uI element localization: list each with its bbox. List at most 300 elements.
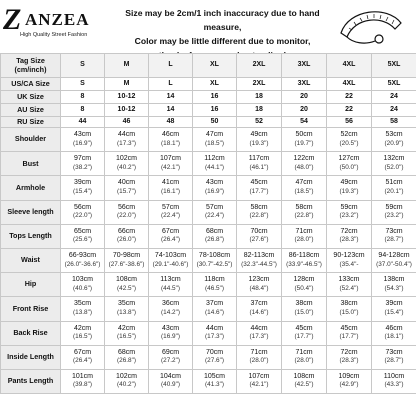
size-cell: 14 [149,91,193,104]
measurement-cell [237,321,282,345]
row-label: Inside Length [1,345,61,369]
size-cell: 24 [372,104,416,117]
measurement-cell [105,128,149,152]
measurement-cell [327,369,372,393]
inch-value: (25.6") [73,236,92,244]
inch-value: (16.5") [117,333,136,341]
cm-value: 112cm [204,155,225,163]
measurement-cell [105,176,149,200]
cm-value: 123cm [248,276,270,284]
measurement-cell [105,297,149,321]
inch-value: (40.6") [73,284,92,292]
measurement-cell [372,297,416,321]
measurement-cell [193,297,237,321]
size-cell: L [149,54,193,78]
size-cell: 52 [237,117,282,128]
inch-value: (42.9") [339,381,359,389]
measurement-cell [61,152,105,176]
inch-value: (44.1") [205,163,224,171]
size-cell: 4XL [327,54,372,78]
measurement-cell [327,248,372,272]
size-cell: 2XL [237,78,282,91]
measurement-cell [193,176,237,200]
cm-value: 67cm [73,348,92,356]
inch-value: (28.0") [294,357,314,365]
measurement-cell [105,248,149,272]
measurement-cell [327,321,372,345]
size-cell: 46 [105,117,149,128]
cm-value: 128cm [293,276,315,284]
measurement-cell [237,224,282,248]
cm-value: 113cm [160,276,181,284]
inch-value: (17.3") [249,333,269,341]
measurement-cell [105,200,149,224]
inch-value: (19.7") [294,139,314,147]
measurement-cell [193,369,237,393]
cm-value: 132cm [383,155,405,163]
inch-value: (15.0") [339,308,359,316]
cm-value: 58cm [250,203,268,211]
cm-value: 70cm [205,348,224,356]
size-cell: S [61,54,105,78]
inch-value: (15.0") [294,308,314,316]
measurement-cell [282,273,327,297]
cm-value: 59cm [340,203,358,211]
inch-value: (43.3") [384,381,404,389]
measurement-cell [61,369,105,393]
measurement-cell [193,128,237,152]
cm-value: 71cm [250,348,268,356]
measurement-cell [237,176,282,200]
measurement-cell [149,224,193,248]
size-cell: S [61,78,105,91]
size-cell: 18 [237,91,282,104]
inch-value: (16.5") [73,333,92,341]
inch-value: (26.8") [117,357,136,365]
inch-value: (18.5") [294,187,314,195]
inch-value: (22.4") [161,212,180,220]
measurement-row [1,345,416,369]
inch-value: (13.8") [73,308,92,316]
row-label: Back Rise [1,321,61,345]
cm-value: 46cm [161,131,180,139]
size-cell: 10-12 [105,104,149,117]
cm-value: 72cm [340,227,358,235]
cm-value: 68cm [205,227,224,235]
cm-value: 41cm [161,179,180,187]
measurement-cell [149,176,193,200]
size-cell: M [105,78,149,91]
inch-value: (32.3"-44.5") [241,260,277,268]
measurement-cell [105,369,149,393]
inch-value: (16.1") [161,187,180,195]
cm-value: 86-118cm [288,252,320,260]
cm-value: 107cm [248,372,270,380]
inch-value: (15.4") [73,187,92,195]
cm-value: 42cm [117,324,136,332]
inch-value: (23.2") [339,212,359,220]
cm-value: 40cm [117,179,136,187]
measurement-cell [282,152,327,176]
measurement-cell [237,345,282,369]
measurement-cell [372,176,416,200]
inch-value: (44.5") [161,284,180,292]
measurement-cell [372,128,416,152]
cm-value: 44cm [250,324,268,332]
measurement-cell [372,321,416,345]
inch-value: (28.0") [249,357,269,365]
size-row [1,104,416,117]
measurement-cell [237,248,282,272]
measurement-cell [327,128,372,152]
measurement-cell [282,200,327,224]
measurement-cell [149,248,193,272]
cm-value: 105cm [203,372,225,380]
size-cell: 5XL [372,78,416,91]
cm-value: 82-113cm [243,252,275,260]
size-chart-table [0,53,416,394]
measurement-cell [372,152,416,176]
size-row [1,78,416,91]
cm-value: 127cm [338,155,360,163]
size-cell: L [149,78,193,91]
cm-value: 47cm [295,179,313,187]
cm-value: 52cm [340,131,358,139]
size-cell: 24 [372,91,416,104]
logo-name: ANZEA [25,10,90,29]
size-cell: 20 [282,91,327,104]
measurement-cell [149,321,193,345]
row-label: Pants Length [1,369,61,393]
size-chart-body [1,54,416,394]
row-label: Hip [1,273,61,297]
cm-value: 53cm [385,131,403,139]
cm-value: 45cm [250,179,268,187]
cm-value: 69cm [161,348,180,356]
row-label: US/CA Size [1,78,61,91]
measurement-cell [105,273,149,297]
measurement-cell [61,297,105,321]
inch-value: (14.6") [205,308,224,316]
inch-value: (46.1") [249,163,269,171]
cm-value: 133cm [338,276,360,284]
inch-value: (42.1") [249,381,269,389]
inch-value: (27.2") [161,357,180,365]
size-cell: 3XL [282,54,327,78]
cm-value: 42cm [73,324,92,332]
inch-value: (33.9"-46.5") [286,260,322,268]
measurement-cell [149,345,193,369]
inch-value: (27.6"-38.6") [108,260,145,268]
inch-value: (40.2") [117,381,136,389]
measurement-cell [282,345,327,369]
inch-value: (19.3") [339,187,359,195]
inch-value: (48.4") [249,284,269,292]
inch-value: (19.3") [249,139,269,147]
measurement-cell [193,321,237,345]
inch-value: (14.2") [161,308,180,316]
size-cell: 16 [193,91,237,104]
cm-value: 70-98cm [112,252,141,260]
size-cell: 14 [149,104,193,117]
cm-value: 66cm [117,227,136,235]
inch-value: (26.4") [73,357,92,365]
measurement-row [1,321,416,345]
cm-value: 72cm [340,348,358,356]
size-row [1,54,416,78]
size-cell: 56 [327,117,372,128]
inch-value: (42.5") [117,284,136,292]
inch-value: (40.2") [117,163,136,171]
cm-value: 104cm [159,372,181,380]
cm-value: 97cm [73,155,92,163]
cm-value: 107cm [159,155,181,163]
cm-value: 43cm [161,324,180,332]
cm-value: 103cm [71,276,93,284]
cm-value: 109cm [338,372,360,380]
inch-value: (22.8") [249,212,269,220]
inch-value: (16.9") [161,333,180,341]
cm-value: 39cm [385,300,403,308]
note-line-2: Color may be little different due to monitor, [134,36,311,46]
measurement-cell [372,200,416,224]
measurement-cell [372,248,416,272]
inch-value: (20.5") [339,139,359,147]
measurement-row [1,176,416,200]
measurement-cell [372,273,416,297]
size-cell: 22 [327,91,372,104]
cm-value: 94-128cm [378,252,410,260]
cm-value: 66-93cm [68,252,97,260]
cm-value: 78-108cm [198,252,231,260]
measurement-cell [237,273,282,297]
inch-value: (50.4") [294,284,314,292]
inch-value: (15.7") [117,187,136,195]
row-label: UK Size [1,91,61,104]
cm-value: 90-123cm [333,252,365,260]
measurement-cell [372,345,416,369]
cm-value: 73cm [385,227,403,235]
row-label: Waist [1,248,61,272]
measurement-cell [327,224,372,248]
measurement-cell [282,297,327,321]
cm-value: 59cm [385,203,403,211]
cm-value: 56cm [73,203,92,211]
measurement-cell [282,321,327,345]
size-cell: 44 [61,117,105,128]
measurement-cell [193,224,237,248]
inch-value: (26.8") [205,236,224,244]
inch-value: (17.3") [117,139,136,147]
measurement-cell [237,297,282,321]
measurement-cell [61,248,105,272]
measurement-cell [237,128,282,152]
measurement-row [1,200,416,224]
cm-value: 73cm [385,348,403,356]
cm-value: 43cm [73,131,92,139]
measurement-cell [105,224,149,248]
measurement-cell [327,273,372,297]
cm-value: 38cm [340,300,358,308]
cm-value: 102cm [115,155,137,163]
inch-value: (28.7") [384,236,404,244]
measurement-row [1,224,416,248]
measurement-cell [193,345,237,369]
size-cell: 48 [149,117,193,128]
measurement-row [1,152,416,176]
inch-value: (38.2") [73,163,92,171]
cm-value: 108cm [115,276,137,284]
inch-value: (26.0") [117,236,136,244]
inch-value: (13.8") [117,308,136,316]
inch-value: (16.9") [205,187,224,195]
inch-value: (46.5") [205,284,224,292]
measurement-cell [282,224,327,248]
inch-value: (26.0"-36.6") [64,260,101,268]
size-row [1,117,416,128]
cm-value: 138cm [383,276,405,284]
measurement-cell [282,128,327,152]
inch-value: (22.4") [205,212,224,220]
inch-value: (20.9") [384,139,404,147]
measurement-cell [61,176,105,200]
header [0,0,416,50]
cm-value: 118cm [204,276,225,284]
cm-value: 47cm [205,131,224,139]
measurement-cell [149,273,193,297]
inch-value: (28.7") [384,357,404,365]
measurement-cell [193,273,237,297]
inch-value: (27.6") [249,236,269,244]
inch-value: (18.1") [161,139,180,147]
measurement-cell [193,200,237,224]
inch-value: (15.4") [384,308,404,316]
size-cell: 2XL [237,54,282,78]
cm-value: 50cm [295,131,313,139]
measurement-cell [105,345,149,369]
measurement-cell [327,176,372,200]
inch-value: (22.0") [73,212,92,220]
cm-value: 44cm [205,324,224,332]
measurement-cell [61,321,105,345]
cm-value: 101cm [71,372,93,380]
inch-value: (28.3") [339,357,359,365]
measurement-cell [61,224,105,248]
measurement-cell [237,152,282,176]
cm-value: 74-103cm [154,252,187,260]
size-cell: 18 [237,104,282,117]
measurement-cell [282,369,327,393]
measurement-cell [193,248,237,272]
row-label: AU Size [1,104,61,117]
measurement-cell [372,369,416,393]
row-label: Sleeve length [1,200,61,224]
measurement-cell [372,224,416,248]
inch-value: (14.6") [249,308,269,316]
inch-value: (17.7") [339,333,359,341]
cm-value: 45cm [295,324,313,332]
measurement-row [1,248,416,272]
inch-value: (50.0") [339,163,359,171]
measurement-cell [327,345,372,369]
inch-value: (39.8") [73,381,92,389]
cm-value: 108cm [293,372,315,380]
cm-value: 70cm [250,227,268,235]
cm-value: 67cm [161,227,180,235]
inch-value: (23.2") [384,212,404,220]
cm-value: 46cm [385,324,403,332]
measurement-row [1,273,416,297]
cm-value: 102cm [115,372,137,380]
size-cell: XL [193,78,237,91]
measurement-cell [149,200,193,224]
inch-value: (27.6") [205,357,224,365]
inch-value: (16.9") [73,139,92,147]
cm-value: 37cm [205,300,224,308]
measurement-cell [61,128,105,152]
measurement-cell [282,176,327,200]
inch-value: (22.8") [294,212,314,220]
cm-value: 36cm [161,300,180,308]
cm-value: 57cm [205,203,224,211]
cm-value: 65cm [73,227,92,235]
measuring-tape-icon [335,3,407,47]
measurement-cell [193,152,237,176]
cm-value: 39cm [73,179,92,187]
row-label: Tops Length [1,224,61,248]
cm-value: 37cm [250,300,268,308]
inch-value: (22.0") [117,212,136,220]
measurement-row [1,128,416,152]
row-label: Bust [1,152,61,176]
measurement-cell [61,273,105,297]
logo-mark: Z [3,3,22,36]
cm-value: 71cm [295,227,313,235]
inch-value: (52.0") [384,163,404,171]
size-cell: 50 [193,117,237,128]
measurement-cell [149,128,193,152]
measurement-row [1,297,416,321]
inch-value: (42.5") [294,381,314,389]
inch-value: (48.0") [294,163,314,171]
cm-value: 110cm [383,372,405,380]
cm-value: 49cm [340,179,358,187]
measurement-row [1,369,416,393]
row-label: Front Rise [1,297,61,321]
cm-value: 38cm [295,300,313,308]
inch-value: (37.0"-50.4") [376,260,412,268]
size-cell: M [105,54,149,78]
inch-value: (17.3") [205,333,224,341]
inch-value: (18.1") [384,333,404,341]
inch-value: (29.1"-40.6") [152,260,189,268]
size-row [1,91,416,104]
row-label: Tag Size (cm/inch) [1,54,61,78]
inch-value: (20.1") [384,187,404,195]
cm-value: 68cm [117,348,136,356]
logo-tagline: High Quality Street Fashion [20,32,88,38]
cm-value: 35cm [117,300,136,308]
cm-value: 58cm [295,203,313,211]
cm-value: 51cm [385,179,403,187]
size-cell: 8 [61,104,105,117]
cm-value: 45cm [340,324,358,332]
cm-value: 35cm [73,300,92,308]
inch-value: (54.3") [384,284,404,292]
size-cell: 5XL [372,54,416,78]
size-cell: XL [193,54,237,78]
cm-value: 43cm [205,179,224,187]
